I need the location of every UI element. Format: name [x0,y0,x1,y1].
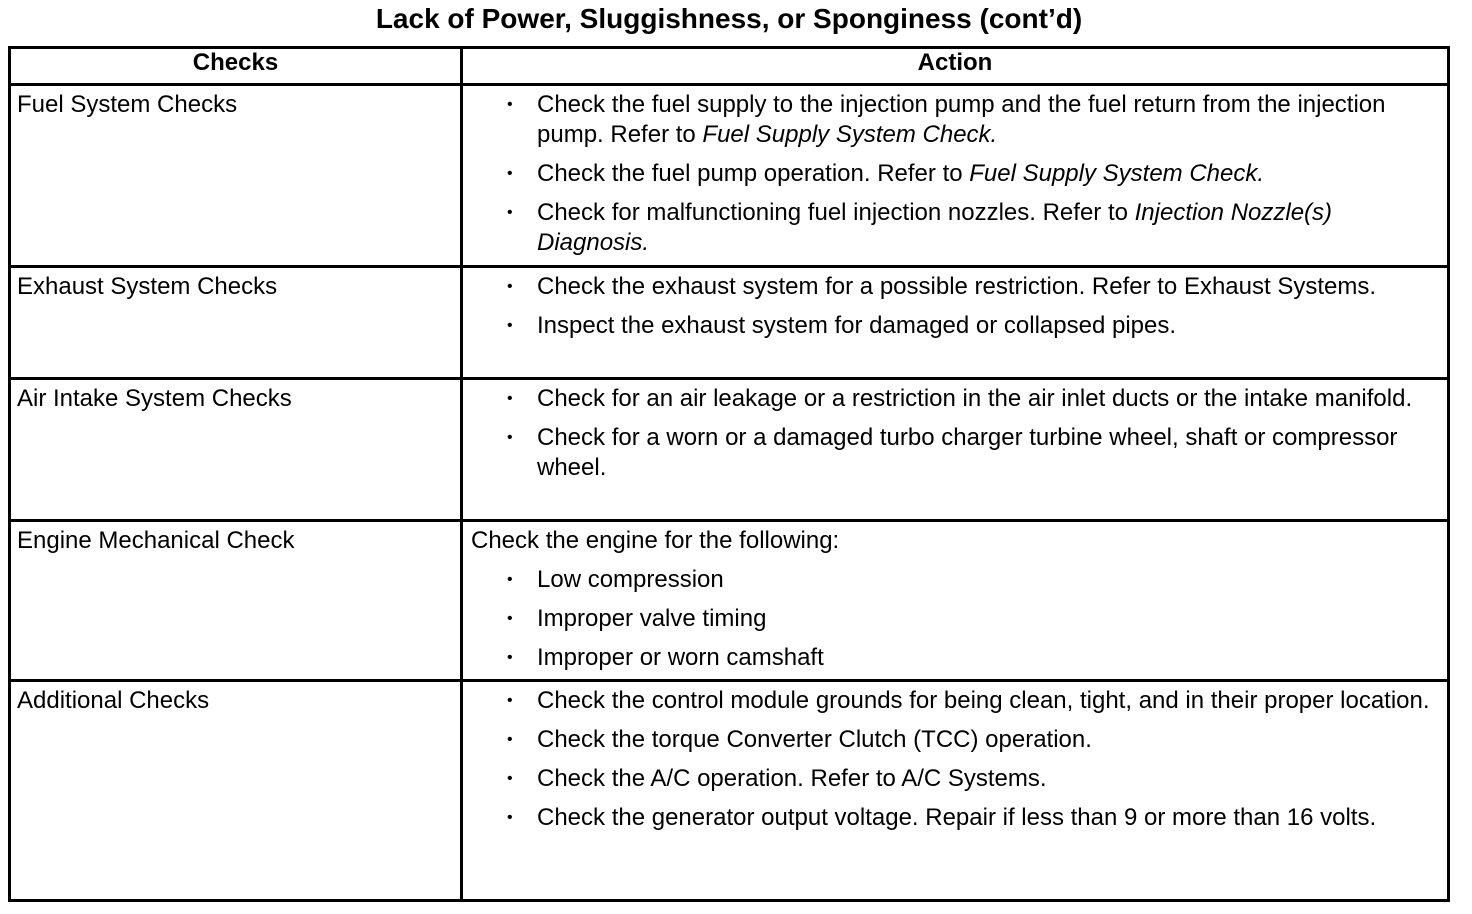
check-cell [10,85,462,267]
action-text: Check the fuel pump operation. Refer to [537,160,970,187]
action-text: Check the fuel supply to the injection pump and the fuel return from the injection pump. Refer to [537,91,1386,148]
action-item [507,198,1437,258]
action-item [507,384,1437,414]
action-cell [462,681,1449,901]
action-text: Check for a worn or a damaged turbo charger turbine wheel, shaft or compressor wheel. [537,424,1398,481]
action-text: Check the torque Converter Clutch (TCC) operation. [537,726,1092,753]
checks-column-header: Checks [10,48,462,85]
diagnosis-table [8,46,1450,902]
action-reference: Fuel Supply System Check. [969,160,1265,187]
check-cell [10,521,462,681]
table-header-row [10,48,1449,85]
action-cell [462,521,1449,681]
page-title: Lack of Power, Sluggishness, or Sponginess (cont’d) [375,3,1083,34]
action-item [507,686,1437,716]
action-text: Improper valve timing [537,605,767,632]
action-text: Check the control module grounds for being clean, tight, and in their proper location. [537,687,1430,714]
table-row [10,85,1449,267]
action-item [507,159,1437,189]
action-item [507,90,1437,150]
action-text: Inspect the exhaust system for damaged or collapsed pipes. [537,312,1177,339]
action-reference: Fuel Supply System Check. [702,121,998,148]
action-item [507,764,1437,794]
table-row [10,379,1449,521]
table-body [10,85,1449,901]
check-name: Air Intake System Checks [17,385,292,412]
check-name: Engine Mechanical Check [17,527,295,554]
table-row [10,267,1449,379]
action-list [467,272,1437,341]
action-cell [462,379,1449,521]
check-cell [10,267,462,379]
action-item [507,604,1437,634]
check-cell [10,681,462,901]
action-item [507,803,1437,833]
action-list [467,90,1437,258]
action-list [467,565,1437,673]
action-item [507,643,1437,673]
action-text: Check the A/C operation. Refer to A/C Systems. [537,765,1047,792]
action-item [507,725,1437,755]
action-list [467,686,1437,833]
action-item [507,565,1437,595]
check-cell [10,379,462,521]
action-list [467,384,1437,483]
action-column-header: Action [462,48,1449,85]
action-reference: Injection Nozzle(s) Diagnosis. [537,199,1333,256]
action-text: Check the generator output voltage. Repair if less than 9 or more than 16 volts. [537,804,1377,831]
action-item [507,272,1437,302]
action-text: Improper or worn camshaft [537,644,824,671]
check-name: Additional Checks [17,687,210,714]
action-text: Check the exhaust system for a possible restriction. Refer to Exhaust Systems. [537,273,1377,300]
action-cell [462,267,1449,379]
action-cell [462,85,1449,267]
action-item [507,311,1437,341]
check-name: Fuel System Checks [17,91,238,118]
action-text: Check for an air leakage or a restriction in the air inlet ducts or the intake manifold. [537,385,1413,412]
table-row [10,681,1449,901]
action-intro: Check the engine for the following: [471,527,840,554]
check-name: Exhaust System Checks [17,273,278,300]
action-text: Low compression [537,566,724,593]
action-text: Check for malfunctioning fuel injection nozzles. Refer to [537,199,1135,226]
table-row [10,521,1449,681]
action-item [507,423,1437,483]
